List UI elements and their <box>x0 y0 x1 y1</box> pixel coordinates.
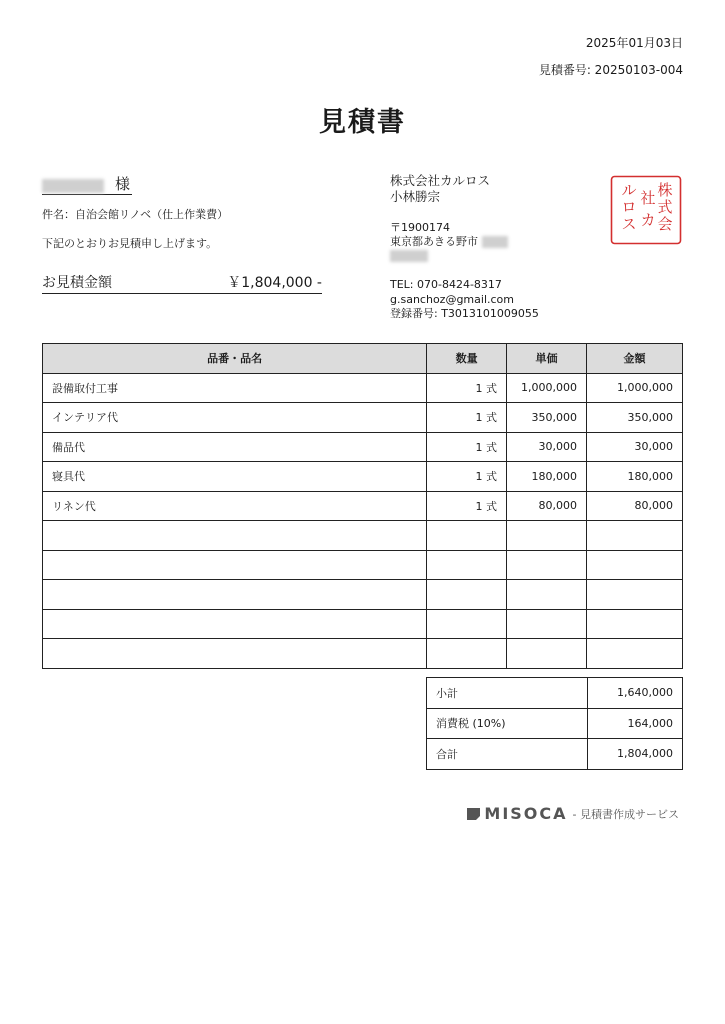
item-amount <box>587 580 683 610</box>
item-quantity <box>427 521 507 551</box>
seal-character: カ <box>640 211 656 229</box>
issuer-block <box>390 173 490 205</box>
footer-branding <box>467 804 679 823</box>
total-row <box>427 739 683 770</box>
lead-text: 下記のとおりお見積申し上げます。 <box>42 237 218 250</box>
subject-line: 件名：自治会館リノベ（仕上作業費） <box>42 208 229 221</box>
item-unit-price: 80,000 <box>507 491 587 521</box>
item-unit-price: 180,000 <box>507 462 587 492</box>
item-unit-price: 1,000,000 <box>507 373 587 403</box>
item-amount: 1,000,000 <box>587 373 683 403</box>
item-amount: 80,000 <box>587 491 683 521</box>
table-row <box>43 403 683 433</box>
tax-row <box>427 708 683 739</box>
total-value: 1,804,000 <box>588 739 683 770</box>
item-quantity: 1 式 <box>427 462 507 492</box>
redacted-address-line2 <box>390 249 508 263</box>
issue-date: 2025年01月03日 <box>585 36 683 50</box>
seal-character: ロ <box>621 198 637 216</box>
item-quantity: 1 式 <box>427 373 507 403</box>
item-unit-price <box>507 639 587 669</box>
item-quantity <box>427 580 507 610</box>
item-name: インテリア代 <box>43 403 427 433</box>
table-row <box>43 491 683 521</box>
header-quantity: 数量 <box>427 344 507 374</box>
issuer-postal: 〒1900174 <box>390 221 450 234</box>
subtotal-value: 1,640,000 <box>588 678 683 709</box>
tax-label: 消費税 (10%) <box>427 708 588 739</box>
item-unit-price <box>507 521 587 551</box>
tax-value: 164,000 <box>588 708 683 739</box>
item-quantity <box>427 609 507 639</box>
item-amount: 180,000 <box>587 462 683 492</box>
item-quantity <box>427 639 507 669</box>
seal-character: ス <box>621 215 637 233</box>
item-name: 設備取付工事 <box>43 373 427 403</box>
item-name <box>43 550 427 580</box>
seal-character: 株 <box>657 181 673 199</box>
item-name <box>43 609 427 639</box>
header-unit-price: 単価 <box>507 344 587 374</box>
item-name: 備品代 <box>43 432 427 462</box>
item-name <box>43 521 427 551</box>
misoca-logo-icon <box>467 808 480 820</box>
item-quantity <box>427 550 507 580</box>
footer-brand: MISOCA <box>484 804 568 823</box>
item-unit-price <box>507 580 587 610</box>
item-unit-price: 350,000 <box>507 403 587 433</box>
item-quantity: 1 式 <box>427 403 507 433</box>
quote-number: 見積番号: 20250103-004 <box>538 63 683 77</box>
header-amount: 金額 <box>587 344 683 374</box>
item-quantity: 1 式 <box>427 491 507 521</box>
items-table <box>42 343 683 669</box>
table-row <box>43 432 683 462</box>
item-amount: 350,000 <box>587 403 683 433</box>
item-unit-price: 30,000 <box>507 432 587 462</box>
table-row <box>43 550 683 580</box>
item-name <box>43 639 427 669</box>
redacted-address <box>482 236 508 248</box>
table-row <box>43 639 683 669</box>
issuer-person: 小林勝宗 <box>390 189 441 204</box>
item-unit-price <box>507 550 587 580</box>
item-amount <box>587 550 683 580</box>
items-header-row <box>43 344 683 374</box>
issuer-tel: TEL: 070-8424-8317 <box>390 278 502 291</box>
item-name: リネン代 <box>43 491 427 521</box>
item-amount <box>587 609 683 639</box>
issuer-contact <box>390 278 539 322</box>
item-name: 寝具代 <box>43 462 427 492</box>
item-amount: 30,000 <box>587 432 683 462</box>
client-name <box>42 173 132 195</box>
item-amount <box>587 639 683 669</box>
table-row <box>43 462 683 492</box>
table-row <box>43 373 683 403</box>
item-quantity: 1 式 <box>427 432 507 462</box>
client-honorific: 様 <box>114 175 130 193</box>
issuer-registration: 登録番号: T3013101009055 <box>390 307 539 320</box>
issuer-address: 東京都あきる野市 <box>390 235 508 249</box>
issuer-company: 株式会社カルロス <box>390 173 491 188</box>
subtotal-row <box>427 678 683 709</box>
subtotal-label: 小計 <box>427 678 588 709</box>
issuer-email: g.sanchoz@gmail.com <box>390 292 514 306</box>
quote-total-box <box>42 271 322 294</box>
totals-table <box>426 677 683 770</box>
company-seal-stamp <box>610 175 682 245</box>
quote-total-value: ￥1,804,000 - <box>227 275 322 291</box>
footer-tagline: - 見積書作成サービス <box>572 807 679 821</box>
item-amount <box>587 521 683 551</box>
seal-character: 会 <box>657 215 673 233</box>
seal-character: ル <box>621 181 637 199</box>
redacted-client-name <box>42 179 104 193</box>
table-row <box>43 521 683 551</box>
table-row <box>43 609 683 639</box>
total-label: 合計 <box>427 739 588 770</box>
item-name <box>43 580 427 610</box>
header-item-name: 品番・品名 <box>43 344 427 374</box>
item-unit-price <box>507 609 587 639</box>
table-row <box>43 580 683 610</box>
seal-character: 社 <box>640 189 656 207</box>
issuer-address-block <box>390 221 508 263</box>
seal-character: 式 <box>657 198 673 216</box>
document-title: 見積書 <box>319 107 406 138</box>
quote-total-label: お見積金額 <box>42 275 112 291</box>
